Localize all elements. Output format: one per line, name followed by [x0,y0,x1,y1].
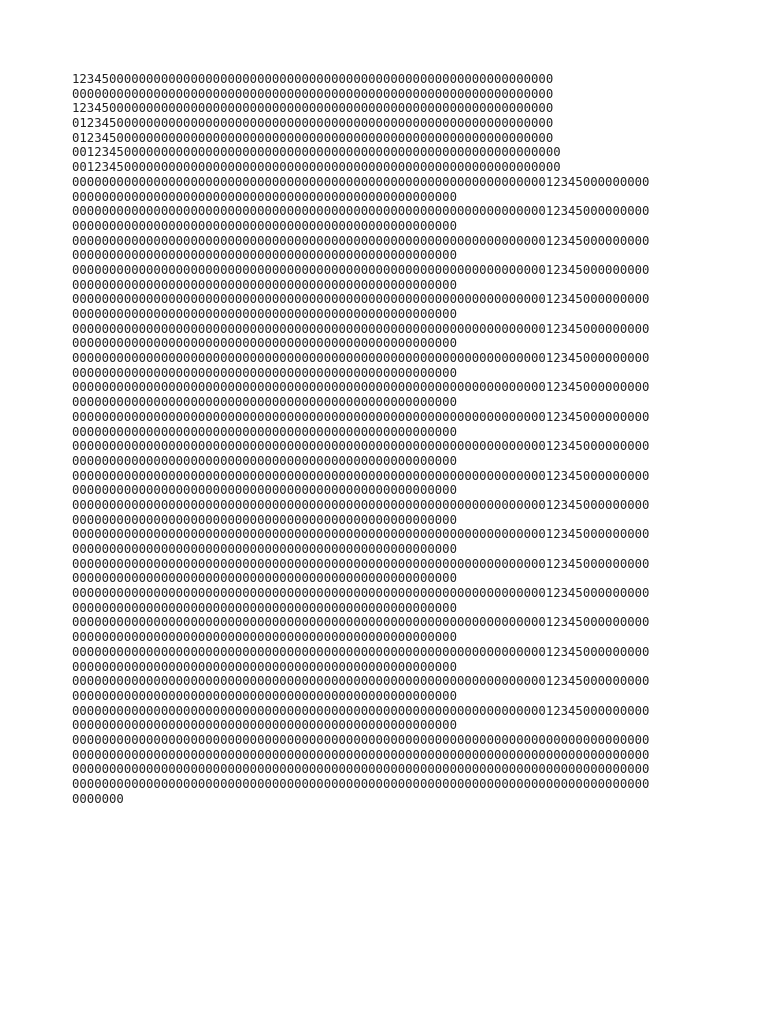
text-line: 0000000000000000000000000000000000000000000000000000 [72,424,457,439]
text-line: 0000000000000000000000000000000000000000000000000000 [72,483,457,498]
text-line: 0000000000000000000000000000000000000000000000000000 [72,453,457,468]
text-line: 0000000000000000000000000000000000000000000000000000 [72,718,457,733]
text-line: 000000000000000000000000000000000000000000000000000000000000000012345000000000 [72,674,650,689]
text-line: 000000000000000000000000000000000000000000000000000000000000000012345000000000 [72,204,650,219]
text-line: 0000000000000000000000000000000000000000000000000000 [72,571,457,586]
text-line: 000000000000000000000000000000000000000000000000000000000000000012345000000000 [72,174,650,189]
text-block [72,72,712,806]
text-line: 000000000000000000000000000000000000000000000000000000000000000000000000000000 [72,732,650,747]
text-line: 000000000000000000000000000000000000000000000000000000000000000012345000000000 [72,292,650,307]
text-line: 0000000000000000000000000000000000000000000000000000 [72,688,457,703]
text-line: 000000000000000000000000000000000000000000000000000000000000000012345000000000 [72,586,650,601]
text-line: 000000000000000000000000000000000000000000000000000000000000000012345000000000 [72,615,650,630]
text-line: 12345000000000000000000000000000000000000000000000000000000000000 [72,72,554,86]
text-line: 000000000000000000000000000000000000000000000000000000000000000012345000000000 [72,321,650,336]
text-line: 0000000000000000000000000000000000000000000000000000 [72,542,457,556]
text-line: 0000000000000000000000000000000000000000000000000000 [72,600,457,615]
text-line: 000000000000000000000000000000000000000000000000000000000000000012345000000000 [72,497,650,512]
text-line: 01234500000000000000000000000000000000000000000000000000000000000 [72,116,554,131]
text-line: 000000000000000000000000000000000000000000000000000000000000000012345000000000 [72,644,650,659]
text-line: 0000000000000000000000000000000000000000000000000000 [72,659,457,674]
text-line: 00000000000000000000000000000000000000000000000000000000000000000 [72,86,554,101]
text-line: 0000000000000000000000000000000000000000000000000000 [72,248,457,263]
text-line: 000000000000000000000000000000000000000000000000000000000000000012345000000000 [72,527,650,542]
text-line: 000000000000000000000000000000000000000000000000000000000000000012345000000000 [72,409,650,424]
text-line: 0000000000000000000000000000000000000000000000000000 [72,277,457,292]
text-line: 001234500000000000000000000000000000000000000000000000000000000000 [72,160,561,175]
text-line: 001234500000000000000000000000000000000000000000000000000000000000 [72,145,561,160]
text-line: 0000000000000000000000000000000000000000000000000000 [72,630,457,645]
text-line: 000000000000000000000000000000000000000000000000000000000000000000000000000000 [72,747,650,762]
text-line: 0000000000000000000000000000000000000000000000000000 [72,189,457,204]
text-line: 0000000000000000000000000000000000000000000000000000 [72,336,457,351]
text-line: 000000000000000000000000000000000000000000000000000000000000000012345000000000 [72,233,650,248]
text-line: 000000000000000000000000000000000000000000000000000000000000000012345000000000 [72,556,650,571]
text-line: 0000000000000000000000000000000000000000000000000000 [72,512,457,527]
text-line: 0000000000000000000000000000000000000000000000000000 [72,307,457,321]
text-line: 01234500000000000000000000000000000000000000000000000000000000000 [72,130,554,145]
text-line: 0000000000000000000000000000000000000000000000000000 [72,395,457,410]
text-line: 000000000000000000000000000000000000000000000000000000000000000012345000000000 [72,439,650,454]
text-line: 000000000000000000000000000000000000000000000000000000000000000012345000000000 [72,351,650,366]
text-line: 0000000000000000000000000000000000000000000000000000 [72,365,457,380]
text-line: 000000000000000000000000000000000000000000000000000000000000000012345000000000 [72,703,650,718]
text-line: 000000000000000000000000000000000000000000000000000000000000000000000000000000 [72,762,650,777]
text-line: 0000000 [72,791,124,806]
text-line: 000000000000000000000000000000000000000000000000000000000000000012345000000000 [72,468,650,483]
text-line: 000000000000000000000000000000000000000000000000000000000000000012345000000000 [72,380,650,395]
text-line: 000000000000000000000000000000000000000000000000000000000000000012345000000000 [72,262,650,277]
text-line: 0000000000000000000000000000000000000000000000000000 [72,218,457,233]
text-line: 000000000000000000000000000000000000000000000000000000000000000000000000000000 [72,777,650,791]
text-line: 12345000000000000000000000000000000000000000000000000000000000000 [72,101,554,116]
